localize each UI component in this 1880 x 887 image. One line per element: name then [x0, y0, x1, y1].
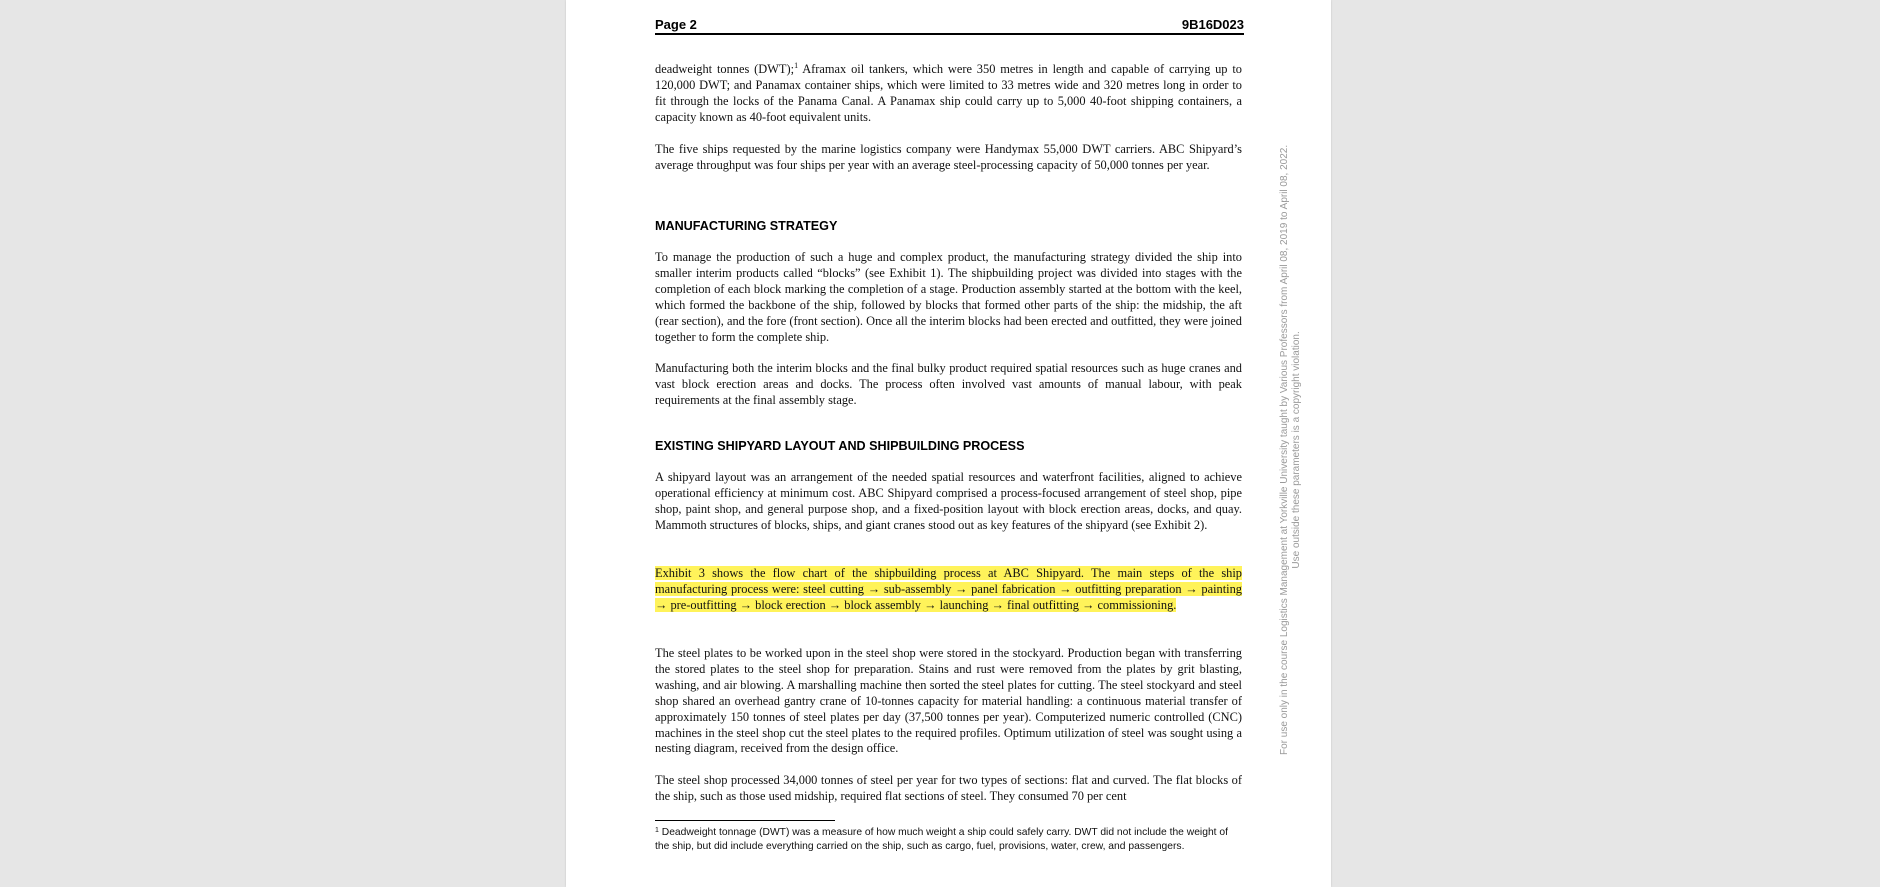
footnote: $^1$ Deadweight tonnage (DWT) was a measure of how much weight a ship could safely carry. DWT did not include the weight of the ship, but did include everything carried on the ship, such as cargo, fuel, provisions, water, crew, and passengers.	[655, 827, 1228, 852]
paragraph-steel-shop: The steel plates to be worked upon in the steel shop were stored in the stockyard. Production began with transferring the stored plates to the steel shop for preparation. Stains and rust were removed from the plates by grit blasting, washing, and air blowing. A marshalling machine then sorted the steel plates for cutting. The steel stockyard and steel shop shared an overhead gantry crane of 10-tonnes capacity for material handling: a continuous material transfer of approximately 150 tonnes of steel plates per day (37,500 tonnes per year). Computerized numeric controlled (CNC) machines in the steel shop cut the steel plates to the required profiles. Optimum utilization of steel was sought using a nesting diagram, received from the design office.	[655, 646, 1242, 756]
paragraph-shipyard-layout: A shipyard layout was an arrangement of the needed spatial resources and waterfront facilities, aligned to achieve operational efficiency at minimum cost. ABC Shipyard comprised a process-focused arrangement of steel shop, pipe shop, paint shop, and general purpose shop, and a fixed-position layout with block erection areas, docks, and quay. Mammoth structures of blocks, ships, and giant cranes stood out as key features of the shipyard (see Exhibit 2).	[655, 470, 1242, 532]
page-number: Page 2	[655, 17, 697, 32]
document-page	[566, 0, 1331, 887]
document-code: 9B16D023	[1181, 17, 1244, 32]
paragraph-manufacturing-strategy: To manage the production of such a huge and complex product, the manufacturing strategy divided the ship into smaller interim products called “blocks” (see Exhibit 1). The shipbuilding project was divided into stages with the completion of each block marking the completion of a stage. Production assembly started at the bottom with the keel, which formed the backbone of the ship, followed by blocks that formed other parts of the ship: the midship, the aft (rear section), and the fore (front section). Once all the interim blocks had been erected and outfitted, they were joined together to form the complete ship.	[655, 250, 1242, 344]
paragraph-steel-processing: The steel shop processed 34,000 tonnes of steel per year for two types of sections: flat and curved. The flat blocks of the ship, such as those used midship, required flat sections of steel. They consumed 70 per cent	[655, 773, 1242, 803]
section-heading-shipyard-layout: EXISTING SHIPYARD LAYOUT AND SHIPBUILDING PROCESS	[655, 439, 1025, 453]
paragraph-ship-types: deadweight tonnes (DWT);$^1$ Aframax oil tankers, which were 350 metres in length and capable of carrying up to 120,000 DWT; and Panamax container ships, which were limited to 33 metres wide and 320 metres long in order to fit through the locks of the Panama Canal. A Panamax ship could carry up to 5,000 40-foot shipping containers, a capacity known as 40-foot equivalent units.	[655, 61, 1242, 124]
paragraph-spatial-resources: Manufacturing both the interim blocks and the final bulky product required spatial resources such as huge cranes and vast block erection areas and docks. The process often involved vast amounts of manual labour, with peak requirements at the final assembly stage.	[655, 361, 1242, 407]
page-header	[655, 16, 1244, 35]
text-highlight[interactable]: Exhibit 3 shows the flow chart of the shipbuilding process at ABC Shipyard. The main steps of the ship manufacturing process were: steel cutting → sub-assembly → panel fabrication → outfitting preparation → painting → pre-outfitting → block erection → block assembly → launching → final outfitting → commissioning.	[655, 566, 1242, 612]
footnote-reference[interactable]: 1	[794, 61, 799, 70]
paragraph-ships-requested: The five ships requested by the marine logistics company were Handymax 55,000 DWT carriers. ABC Shipyard’s average throughput was four ships per year with an average steel-processing capacity of 50,000 tonnes per year.	[655, 142, 1242, 172]
section-heading-manufacturing-strategy: MANUFACTURING STRATEGY	[655, 219, 838, 233]
copyright-watermark: For use only in the course Logistics Management at Yorkville University taught by Various Professors from April 08, 2019 to April 08, 2022. Use outside these parameters is a copyright violation.	[1279, 144, 1302, 755]
paragraph-process-flow-highlighted	[655, 566, 1242, 614]
footnote-divider	[655, 820, 835, 821]
